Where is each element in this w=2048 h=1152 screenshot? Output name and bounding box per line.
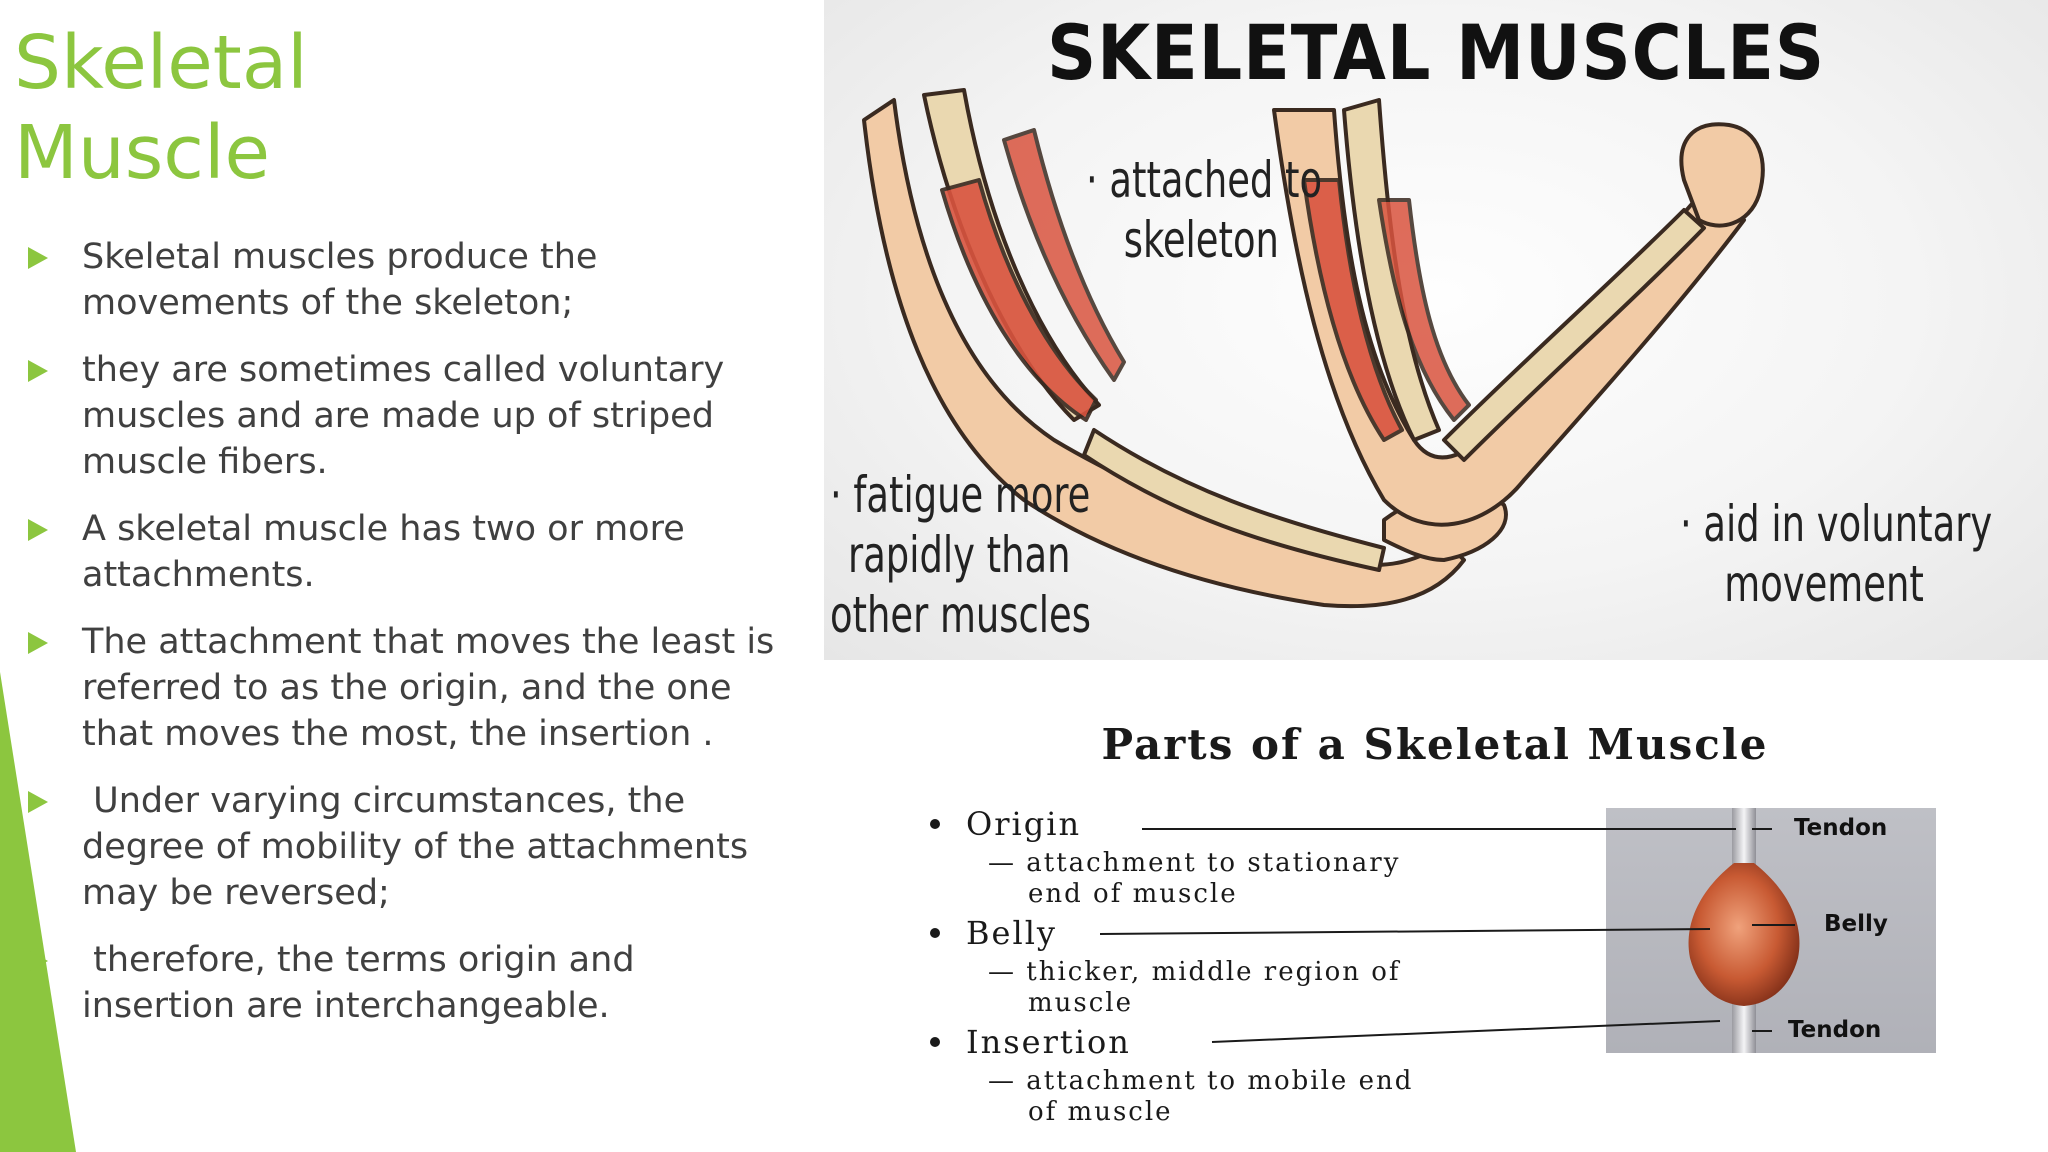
bullet-item [24,506,789,598]
triangle-bullet-icon [28,519,48,541]
bullet-text-line: insertion are interchangeable. [82,986,610,1026]
bullet-text-line: therefore, the terms origin and [82,940,635,980]
label-aid-in-voluntary-movement [1680,494,1992,614]
skeletal-muscles-illustration [824,0,2048,660]
desc-line: — attachment to mobile end [988,1066,1414,1096]
triangle-bullet-icon [28,791,48,813]
diagram-title: Parts of a Skeletal Muscle [1101,720,1769,769]
label-line: movement [1724,555,1924,613]
term-text: Insertion [966,1023,1131,1061]
desc-line: of muscle [1028,1097,1173,1127]
bullet-text-line: A skeletal muscle has two or more [82,509,685,549]
term-insertion [930,1023,1131,1061]
label-tendon-top: Tendon [1794,815,1888,841]
bullet-text-line: degree of mobility of the attachments [82,827,749,867]
bullet-text-line: may be reversed; [82,873,390,913]
bullet-text-line: movements of the skeleton; [82,283,574,323]
bullet-text-line: Skeletal muscles produce the [82,237,598,277]
bullet-item [24,619,789,757]
desc-line: end of muscle [1028,879,1238,909]
label-attached-to-skeleton [1086,150,1322,270]
bullet-text-line: attachments. [82,555,315,595]
bullet-text-line: referred to as the origin, and the one [82,668,732,708]
parts-of-skeletal-muscle-diagram [900,700,2048,1152]
bullet-item [24,937,789,1029]
bullet-text-line: muscles and are made up of striped [82,396,714,436]
label-line: · aid in voluntary [1680,495,1993,553]
term-text: Belly [966,914,1057,952]
bullet-item [24,234,789,326]
bullet-dot-icon [930,819,940,829]
desc-line: — thicker, middle region of [988,957,1401,987]
triangle-bullet-icon [28,360,48,382]
desc-origin [988,848,1400,910]
bullet-dot-icon [930,928,940,938]
label-fatigue [830,465,1091,645]
desc-line: muscle [1028,988,1134,1018]
slide-title [14,18,308,198]
triangle-bullet-icon [28,632,48,654]
desc-insertion [988,1066,1413,1128]
desc-belly [988,957,1401,1019]
bullet-list [24,234,789,1050]
label-line: other muscles [830,586,1091,644]
bullet-text-line: that moves the most, the insertion . [82,714,714,754]
label-belly: Belly [1824,911,1888,937]
label-line: rapidly than [848,526,1071,584]
term-belly [930,914,1057,952]
label-tendon-bottom: Tendon [1788,1017,1882,1043]
term-text: Origin [966,805,1082,843]
term-origin [930,805,1081,843]
flexed-arm [1274,100,1763,525]
bullet-item [24,347,789,485]
bullet-text-line: muscle fibers. [82,442,328,482]
bullet-text-line: they are sometimes called voluntary [82,350,725,390]
label-line: skeleton [1123,211,1279,269]
illustration-heading: SKELETAL MUSCLES [1046,8,1826,97]
bullet-item [24,778,789,916]
bullet-text-line: Under varying circumstances, the [82,781,686,821]
triangle-bullet-icon [28,950,48,972]
triangle-bullet-icon [28,247,48,269]
bullet-text-line: The attachment that moves the least is [82,622,775,662]
desc-line: — attachment to stationary [988,848,1401,878]
label-line: · attached to [1086,151,1323,209]
bullet-dot-icon [930,1037,940,1047]
title-line-1: Skeletal [14,20,308,106]
title-line-2: Muscle [14,110,271,196]
label-line: · fatigue more [830,466,1091,524]
